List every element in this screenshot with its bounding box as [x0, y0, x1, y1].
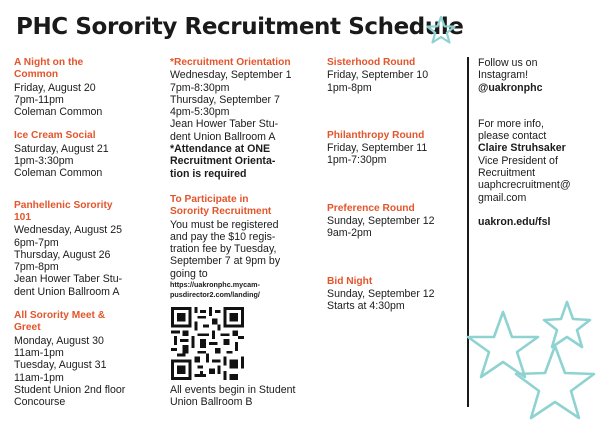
event-date: Wednesday, August 25 — [14, 224, 122, 237]
event-heading: To Participate in — [170, 193, 249, 205]
star-icon — [544, 302, 590, 347]
event-location: Concourse — [14, 396, 66, 409]
event-heading: *Recruitment Orientation — [170, 57, 291, 68]
page-title: PHC Sorority Recruitment Schedule — [16, 14, 464, 40]
contact-text: please contact — [478, 130, 547, 143]
event-time: 9am-2pm — [327, 227, 372, 240]
event-date: Sunday, September 12 — [327, 215, 435, 228]
star-icon — [468, 312, 538, 377]
attendance-note: *Attendance at ONE — [170, 143, 271, 156]
info-text: September 7 at 9pm by — [170, 255, 281, 268]
event-heading: A Night on the — [14, 57, 84, 68]
star-icon — [516, 346, 594, 418]
event-date: Sunday, September 12 — [327, 287, 435, 300]
event-date: Wednesday, September 1 — [170, 69, 292, 82]
event-date: Thursday, August 26 — [14, 248, 111, 261]
event-heading: Panhellenic Sorority — [14, 199, 113, 211]
event-date: Friday, August 20 — [14, 81, 96, 94]
event-date: Friday, September 10 — [327, 69, 429, 82]
event-date: Tuesday, August 31 — [14, 359, 107, 372]
event-heading: Sisterhood Round — [327, 57, 416, 68]
event-date: Saturday, August 21 — [14, 142, 109, 155]
location-note-text: All events begin in Student — [170, 384, 296, 396]
info-text: tration fee by Tuesday, — [170, 243, 277, 256]
instagram-handle[interactable]: @uakronphc — [478, 81, 543, 94]
event-date: Monday, August 30 — [14, 334, 104, 347]
event-location: Student Union 2nd floor — [14, 383, 126, 396]
event-heading: Greet — [14, 322, 41, 334]
event-time: 11am-1pm — [14, 346, 64, 359]
event-time: 1pm-3:30pm — [14, 155, 74, 168]
event-date: Thursday, September 7 — [170, 93, 280, 106]
event-date: Friday, September 11 — [327, 142, 428, 155]
event-time: 4pm-5:30pm — [170, 106, 230, 119]
event-location: Jean Hower Taber Stu- — [14, 273, 123, 286]
contact-role: Recruitment — [478, 167, 536, 180]
event-heading: Ice Cream Social — [14, 130, 96, 142]
location-note-text: Union Ballroom B — [170, 396, 253, 409]
contact-email[interactable]: uaphcrecruitment@ — [478, 179, 571, 192]
event-time: 1pm-8pm — [327, 81, 372, 94]
social-text: Instagram! — [478, 69, 529, 82]
event-location: Coleman Common — [14, 106, 103, 119]
info-text: going to — [170, 267, 208, 280]
event-heading: Sorority Recruitment — [170, 206, 272, 218]
event-location: dent Union Ballroom A — [14, 285, 120, 298]
attendance-note: Recruitment Orienta- — [170, 155, 276, 168]
event-heading: Philanthropy Round — [327, 129, 425, 141]
event-location: dent Union Ballroom A — [170, 130, 276, 143]
registration-link[interactable]: pusdirector2.com/landing/ — [170, 290, 260, 300]
event-time: Starts at 4:30pm — [327, 300, 405, 313]
event-heading: Bid Night — [327, 275, 373, 287]
contact-email[interactable]: gmail.com — [478, 191, 527, 204]
registration-link[interactable]: https://uakronphc.mycam- — [170, 280, 260, 290]
event-time: 1pm-7:30pm — [327, 154, 387, 167]
social-text: Follow us on — [478, 57, 538, 69]
contact-role: Vice President of — [478, 154, 558, 167]
event-heading: Common — [14, 69, 59, 81]
event-heading: All Sorority Meet & — [14, 310, 106, 322]
event-heading: 101 — [14, 211, 31, 223]
contact-text: For more info, — [478, 117, 544, 130]
info-text: You must be registered — [170, 218, 279, 231]
event-time: 7pm-8pm — [14, 261, 59, 274]
event-time: 11am-1pm — [14, 371, 64, 384]
info-text: and pay the $10 regis- — [170, 230, 276, 243]
event-location: Jean Hower Taber Stu- — [170, 118, 279, 131]
attendance-note: tion is required — [170, 167, 247, 180]
event-time: 7pm-8:30pm — [170, 81, 230, 94]
event-heading: Preference Round — [327, 202, 415, 214]
contact-name: Claire Struhsaker — [478, 142, 566, 155]
event-time: 7pm-11pm — [14, 93, 64, 106]
event-time: 6pm-7pm — [14, 236, 59, 249]
event-location: Coleman Common — [14, 167, 103, 180]
website-link[interactable]: uakron.edu/fsl — [478, 215, 551, 228]
